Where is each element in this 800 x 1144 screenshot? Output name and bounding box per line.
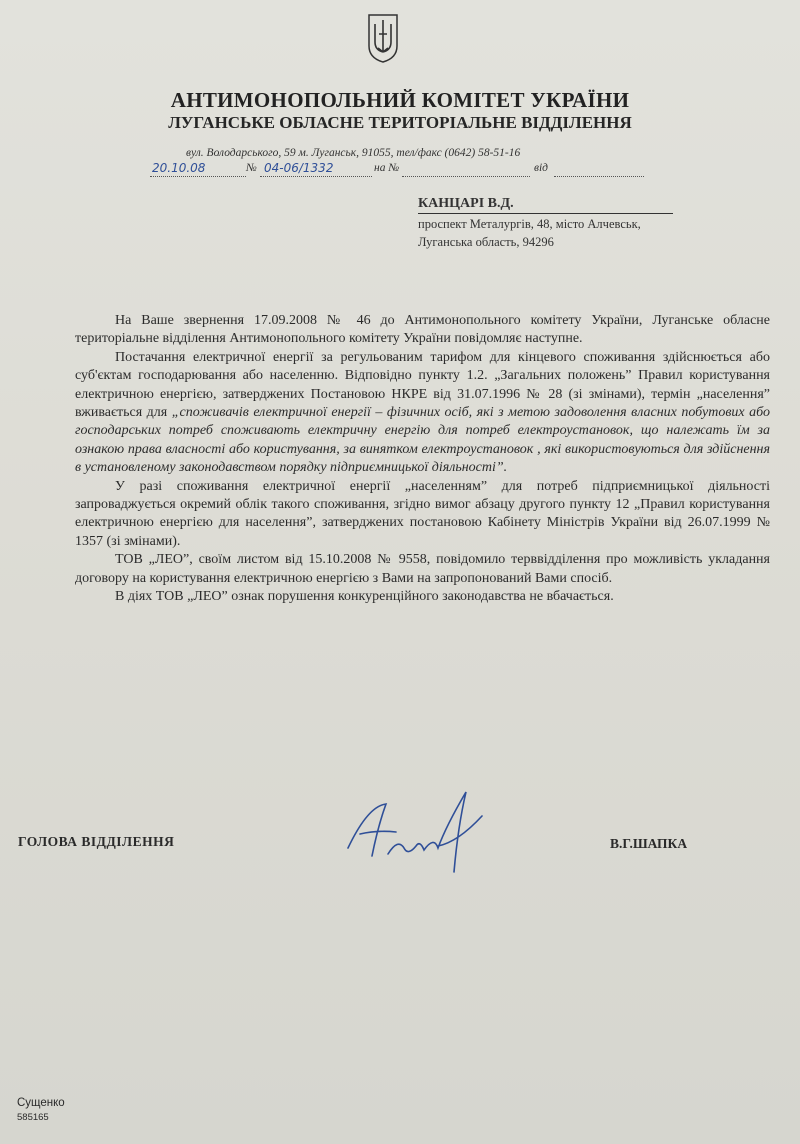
paragraph-2 xyxy=(75,349,770,478)
executor-phone: 585165 xyxy=(17,1112,49,1123)
trident-emblem-icon xyxy=(366,12,400,64)
registration-date: 20.10.08 xyxy=(152,161,206,175)
paragraph-3: У разі споживання електричної енергії „населенням” для потреб підприємницької діяльності запроваджується окремий облік такого споживання, згідно вимог абзацу другого пункту 12 „Правил користування електричною енергією для населення”, затверджених постановою Кабінету Міністрів України від 26.07.1999 № 1357 (зі змінами). xyxy=(75,478,770,549)
executor-name: Сущенко xyxy=(17,1097,65,1109)
from-label: від xyxy=(534,162,549,174)
registration-line xyxy=(150,162,650,180)
handwritten-signature xyxy=(338,786,498,876)
department-name: ЛУГАНСЬКЕ ОБЛАСНЕ ТЕРИТОРІАЛЬНЕ ВІДДІЛЕННЯ xyxy=(168,113,632,132)
paragraph-2-text: Постачання електричної енергії за регульованим тарифом для кінцевого споживання здійснюється або суб'єктам господарювання або населенню. Відповідно пункту 1.2. „Загальних положень” Правил користування електричною енергією, затверджених Постановою НКРЕ від 31.07.1996 № 28 (зі змінами), термін „населення” вживається для xyxy=(75,349,770,421)
number-label: № xyxy=(246,162,257,174)
recipient-address-line2: Луганська область, 94296 xyxy=(418,235,554,249)
signatory-name: В.Г.ШАПКА xyxy=(610,836,688,851)
reference-label: на № xyxy=(374,162,400,174)
organization-address: вул. Володарського, 59 м. Луганськ, 91055, тел/факс (0642) 58-51-16 xyxy=(186,147,521,159)
paragraph-4: ТОВ „ЛЕО”, своїм листом від 15.10.2008 № 9558, повідомило терввідділення про можливість укладання договору на користування електричною енергією з Вами на запропонований Вами спосіб. xyxy=(75,552,770,586)
recipient-address-line1: проспект Металургів, 48, місто Алчевськ, xyxy=(418,217,641,231)
paragraph-1: На Ваше звернення 17.09.2008 № 46 до Антимонопольного комітету України, Луганське обласне територіальне відділення Антимонопольного комітету України повідомляє наступне. xyxy=(75,313,770,347)
paragraph-5: В діях ТОВ „ЛЕО” ознак порушення конкуренційного законодавства не вбачається. xyxy=(115,589,614,605)
registration-number: 04-06/1332 xyxy=(264,161,334,175)
paragraph-2-quote: „споживачів електричної енергії – фізичних осіб, які з метою задоволення власних побутових або господарських потреб споживають електричну енергію для потреб електроустановок, що належать їм за ознакою права власності або користування, за винятком електроустановок , які використовуються для здійснення в установленому законодавством порядку підприємницької діяльності”. xyxy=(75,405,770,476)
letter-body xyxy=(75,312,770,607)
recipient-name: КАНЦАРІ В.Д. xyxy=(418,196,673,214)
recipient-block xyxy=(418,196,673,250)
signatory-title: ГОЛОВА ВІДДІЛЕННЯ xyxy=(18,834,175,849)
organization-name: АНТИМОНОПОЛЬНИЙ КОМІТЕТ УКРАЇНИ xyxy=(170,88,630,112)
